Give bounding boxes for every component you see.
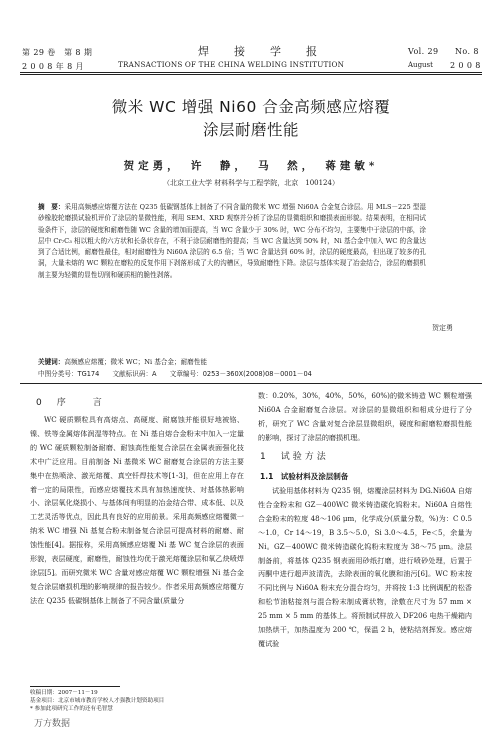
section-0-body: WC 硬质颗粒具有高熔点、高硬度、耐腐蚀并能很好地被铬、镍、铁等金属熔体润湿等特点。在 Ni 基自熔合金粉末中加入一定量的 WC 硬质颗粒制备耐磨、耐蚀高性能复合涂层在金属表面强化技术中广泛应用。目前制备 Ni 基微米 WC 耐磨复合涂层的方法主要集中在热喷涂、激光熔覆、真空钎焊技术等[1-3]，但在应用上存在着一定的局限性，而感应熔覆技术具有加热速度快、对基体热影响小、涂层氧化烧损小、与基体间有明显的冶金结合带、成本低、以及工艺灵活等优点，因此具有良好的应用前景。采用高频感应熔覆微一纳米 WC 增强 Ni 基复合粉末制备复合涂层可提高材料的耐磨、耐蚀性能[4]。据报称，采用高频感应熔覆 Ni 基 WC 复合涂层的表面形貌，表层硬度，耐磨性，耐蚀性均优于激光熔覆涂层和氧乙炔喷焊涂层[5]。而研究微米 WC 含量对感应熔覆 WC 颗粒增强 Ni 基合金复合涂层磨损机理的影响规律的报告较少。作者采用高频感应熔覆方法在 Q235 低碳钢基体上制备了不同含量(质量分 xyxy=(30,415,244,605)
header-vol-en: Vol. 29 xyxy=(408,47,439,56)
classification-line: 中图分类号：TG174 文献标识码：A 文章编号：0253－360X(2008)08－0001－04 xyxy=(38,370,312,378)
watermark: 万方数据 xyxy=(34,719,71,729)
author-list: 贺定勇， 许 静， 马 然， 蒋建敏* xyxy=(123,160,379,172)
author-photo xyxy=(428,253,480,320)
header-no-en: No. 8 xyxy=(455,47,479,56)
section-0-title: 0 序 言 xyxy=(36,398,105,408)
header-month-en: August xyxy=(408,61,433,69)
header-rule-2 xyxy=(20,74,482,75)
footnote-fund: 基金项目：北京市城市教育学校人才强教计划资助项目 xyxy=(30,698,165,704)
affiliation: （北京工业大学 材料科学与工程学院，北京 100124） xyxy=(163,179,339,187)
keywords-line xyxy=(38,357,426,368)
abstract-text: 采用高频感应熔覆方法在 Q235 低碳钢基体上制备了不同含量的微米 WC 增强 Ni60A 合金复合涂层。用 MLS－225 型湿砂橡胶轮磨损试验机评价了涂层的显微性能，利用 SEM、XRD 观察并分析了涂层的显微组织和磨损表面形貌。结果表明，在相同试验条件下，涂层的硬度和耐磨性随 WC 含量的增加而提高，当 WC 含量少于 30% 时，WC 分布不均匀，主要集中于涂层的中部，涂层中 Cr₇C₃ 相以粗大的六方状和长条状存在，不利于涂层耐磨性的提高；当 WC 含量达到 50% 时，Ni 基合金中加入 WC 的含量达到了合适比例，耐磨性最佳，相对耐磨性为 Ni60A 涂层的 6.5 倍；当 WC 含量达到 60% 时，涂层的硬度最高，但出现了较多的孔洞，大量未熔的 WC 颗粒在磨粒的反复作用下剥落形成了大的沟槽区，导致耐磨性下降。涂层与基体实现了冶金结合，涂层的磨损机制主要为轻微的显性切削和硬质相的脆性剥落。 xyxy=(38,203,427,279)
keywords-label: 关键词： xyxy=(38,358,65,366)
abstract-divider xyxy=(20,383,482,384)
article-title-line-1: 微米 WC 增强 Ni60 合金高频感应熔覆 xyxy=(111,98,391,116)
header-date: 2 0 0 8 年 8 月 xyxy=(22,62,84,71)
header-rule xyxy=(20,72,482,73)
section-1-title: 1 试验方法 xyxy=(260,452,329,462)
footnote-rule xyxy=(30,686,120,687)
footnote-received: 收稿日期：2007－11－19 xyxy=(30,690,98,696)
author-photo-caption: 贺定勇 xyxy=(432,324,453,332)
journal-title-cn: 焊 接 学 报 xyxy=(198,45,318,58)
journal-title-en: TRANSACTIONS OF THE CHINA WELDING INSTITUTION xyxy=(118,60,345,69)
keywords-text: 高频感应熔覆；微米 WC；Ni 基合金；耐磨性能 xyxy=(64,358,207,366)
article-title-line-2: 涂层耐磨性能 xyxy=(202,121,299,139)
abstract-label: 摘 要： xyxy=(38,203,65,211)
right-column-intro: 数：0.20%，30%，40%，50%，60%)的微米铸造 WC 颗粒增强 Ni60A 合金耐磨复合涂层。对涂层的显微组织和相成分进行了分析，研究了 WC 含量对复合涂层显微组织，硬度和耐磨粒磨损性能的影响，探讨了涂层的磨损机理。 xyxy=(258,391,472,442)
abstract-block xyxy=(38,202,426,281)
header-year-en: 2 0 0 8 xyxy=(450,61,481,70)
section-1-1-title: 1.1 试验材料及涂层制备 xyxy=(260,472,349,481)
footnote-corresponding: * 参加此项研究工作的还有毛智慧 xyxy=(30,706,113,712)
header-vol-issue: 第 29 卷 第 8 期 xyxy=(22,48,93,57)
section-1-1-body: 试验用基体材料为 Q235 钢，熔覆涂层材料为 DG.Ni60A 自熔性合金粉末和 GZ－400WC 微米铸造碳化钨粉末。Ni60A 自熔性合金粉末的粒度 48～106 μm，化学成分(质量分数，%)为：C 0.5～1.0，Cr 14～19，B 3.5～5.0，Si 3.0～4.5，Fe＜5，余量为 Ni。GZ－400WC 微米铸造碳化钨粉末粒度为 38～75 μm。涂层制备前，将基体 Q235 钢表面用砂纸打磨，进行喷砂处理，后置于丙酮中进行超声波清洗，去除表面的氧化膜和油污[6]。WC 粉末按不同比例与 Ni60A 粉末充分混合均匀，并将按 1:3 比例调配的松香和松节油粘接剂与混合粉末制成膏状物，涂敷在尺寸为 57 mm × 25 mm × 5 mm 的基体上。将预制试样放入 DF206 电热干燥箱内加热烘干，加热温度为 200 ℃，保温 2 h，使粘结剂挥发。感应熔覆试验 xyxy=(258,486,472,648)
